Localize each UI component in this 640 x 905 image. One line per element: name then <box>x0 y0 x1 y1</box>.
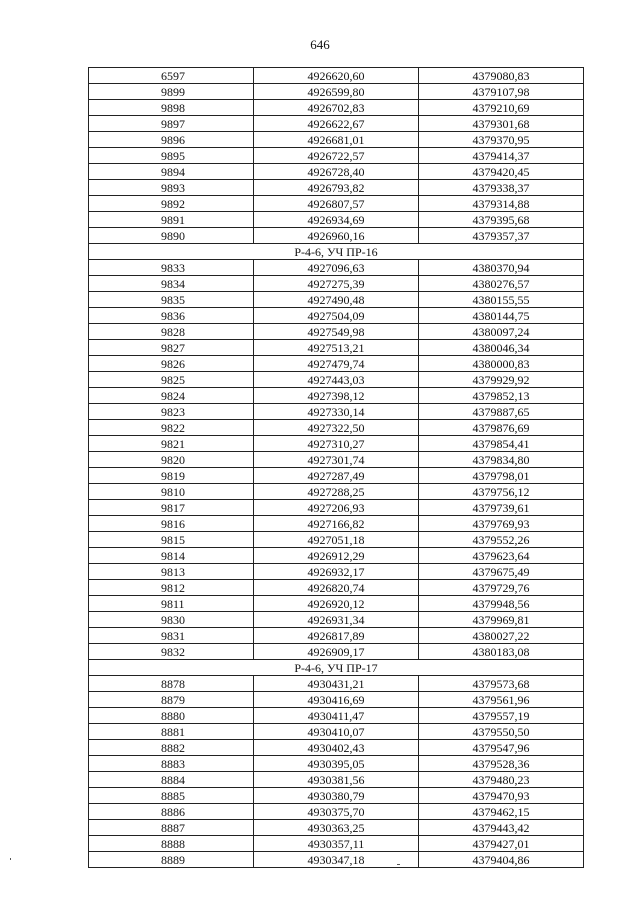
point-number-cell: 9811 <box>89 596 254 612</box>
point-number-cell: 9890 <box>89 228 254 244</box>
section-title: Р-4-6, УЧ ПР-17 <box>89 660 584 676</box>
point-number-cell: 9812 <box>89 580 254 596</box>
x-coordinate-cell: 4926620,60 <box>254 68 419 84</box>
point-number-cell: 8878 <box>89 676 254 692</box>
point-number-cell: 9817 <box>89 500 254 516</box>
point-number-cell: 8879 <box>89 692 254 708</box>
table-row <box>89 804 584 820</box>
point-number-cell: 9813 <box>89 564 254 580</box>
point-number-cell: 9891 <box>89 212 254 228</box>
y-coordinate-cell: 4379427,01 <box>419 836 584 852</box>
point-number-cell: 9819 <box>89 468 254 484</box>
x-coordinate-cell: 4927051,18 <box>254 532 419 548</box>
y-coordinate-cell: 4380276,57 <box>419 276 584 292</box>
table-row <box>89 500 584 516</box>
table-row <box>89 260 584 276</box>
table-row <box>89 340 584 356</box>
point-number-cell: 9897 <box>89 116 254 132</box>
x-coordinate-cell: 4927301,74 <box>254 452 419 468</box>
y-coordinate-cell: 4380183,08 <box>419 644 584 660</box>
x-coordinate-cell: 4926820,74 <box>254 580 419 596</box>
y-coordinate-cell: 4380046,34 <box>419 340 584 356</box>
y-coordinate-cell: 4379420,45 <box>419 164 584 180</box>
x-coordinate-cell: 4930357,11 <box>254 836 419 852</box>
y-coordinate-cell: 4379301,68 <box>419 116 584 132</box>
table-row <box>89 100 584 116</box>
point-number-cell: 8889 <box>89 852 254 868</box>
point-number-cell: 8880 <box>89 708 254 724</box>
y-coordinate-cell: 4379876,69 <box>419 420 584 436</box>
point-number-cell: 9895 <box>89 148 254 164</box>
table-row <box>89 388 584 404</box>
point-number-cell: 8882 <box>89 740 254 756</box>
y-coordinate-cell: 4380027,22 <box>419 628 584 644</box>
y-coordinate-cell: 4379798,01 <box>419 468 584 484</box>
y-coordinate-cell: 4380370,94 <box>419 260 584 276</box>
y-coordinate-cell: 4379480,23 <box>419 772 584 788</box>
point-number-cell: 9827 <box>89 340 254 356</box>
point-number-cell: 9815 <box>89 532 254 548</box>
point-number-cell: 9825 <box>89 372 254 388</box>
x-coordinate-cell: 4927513,21 <box>254 340 419 356</box>
page-number: 646 <box>310 37 330 52</box>
table-row <box>89 788 584 804</box>
coordinates-table <box>88 67 584 868</box>
y-coordinate-cell: 4379969,81 <box>419 612 584 628</box>
table-row <box>89 676 584 692</box>
point-number-cell: 9835 <box>89 292 254 308</box>
table-row <box>89 740 584 756</box>
y-coordinate-cell: 4379729,76 <box>419 580 584 596</box>
table-row <box>89 484 584 500</box>
x-coordinate-cell: 4930431,21 <box>254 676 419 692</box>
table-row <box>89 228 584 244</box>
x-coordinate-cell: 4927096,63 <box>254 260 419 276</box>
x-coordinate-cell: 4930410,07 <box>254 724 419 740</box>
x-coordinate-cell: 4927330,14 <box>254 404 419 420</box>
table-row <box>89 516 584 532</box>
x-coordinate-cell: 4927310,27 <box>254 436 419 452</box>
y-coordinate-cell: 4379080,83 <box>419 68 584 84</box>
y-coordinate-cell: 4379557,19 <box>419 708 584 724</box>
x-coordinate-cell: 4930416,69 <box>254 692 419 708</box>
y-coordinate-cell: 4379414,37 <box>419 148 584 164</box>
section-header-row <box>89 660 584 676</box>
x-coordinate-cell: 4927549,98 <box>254 324 419 340</box>
x-coordinate-cell: 4926931,34 <box>254 612 419 628</box>
table-row <box>89 276 584 292</box>
point-number-cell: 9810 <box>89 484 254 500</box>
point-number-cell: 8883 <box>89 756 254 772</box>
point-number-cell: 8888 <box>89 836 254 852</box>
y-coordinate-cell: 4380097,24 <box>419 324 584 340</box>
table-row <box>89 820 584 836</box>
point-number-cell: 9821 <box>89 436 254 452</box>
y-coordinate-cell: 4379107,98 <box>419 84 584 100</box>
table-row <box>89 452 584 468</box>
x-coordinate-cell: 4926912,29 <box>254 548 419 564</box>
x-coordinate-cell: 4927287,49 <box>254 468 419 484</box>
point-number-cell: 9822 <box>89 420 254 436</box>
x-coordinate-cell: 4927206,93 <box>254 500 419 516</box>
table-row <box>89 852 584 868</box>
point-number-cell: 9833 <box>89 260 254 276</box>
x-coordinate-cell: 4927322,50 <box>254 420 419 436</box>
point-number-cell: 9828 <box>89 324 254 340</box>
x-coordinate-cell: 4930402,43 <box>254 740 419 756</box>
x-coordinate-cell: 4927504,09 <box>254 308 419 324</box>
y-coordinate-cell: 4379573,68 <box>419 676 584 692</box>
table-row <box>89 356 584 372</box>
point-number-cell: 8885 <box>89 788 254 804</box>
x-coordinate-cell: 4926702,83 <box>254 100 419 116</box>
x-coordinate-cell: 4930363,25 <box>254 820 419 836</box>
point-number-cell: 9836 <box>89 308 254 324</box>
table-row <box>89 548 584 564</box>
table-row <box>89 324 584 340</box>
x-coordinate-cell: 4926932,17 <box>254 564 419 580</box>
x-coordinate-cell: 4927288,25 <box>254 484 419 500</box>
x-coordinate-cell: 4926793,82 <box>254 180 419 196</box>
table-row <box>89 596 584 612</box>
point-number-cell: 8881 <box>89 724 254 740</box>
point-number-cell: 9898 <box>89 100 254 116</box>
table-row <box>89 148 584 164</box>
y-coordinate-cell: 4379852,13 <box>419 388 584 404</box>
table-row <box>89 372 584 388</box>
table-row <box>89 836 584 852</box>
x-coordinate-cell: 4927398,12 <box>254 388 419 404</box>
table-row <box>89 132 584 148</box>
x-coordinate-cell: 4926622,67 <box>254 116 419 132</box>
x-coordinate-cell: 4926722,57 <box>254 148 419 164</box>
y-coordinate-cell: 4379756,12 <box>419 484 584 500</box>
table-row <box>89 580 584 596</box>
table-row <box>89 692 584 708</box>
point-number-cell: 9894 <box>89 164 254 180</box>
point-number-cell: 6597 <box>89 68 254 84</box>
scan-speck <box>10 858 11 860</box>
x-coordinate-cell: 4926934,69 <box>254 212 419 228</box>
y-coordinate-cell: 4379550,50 <box>419 724 584 740</box>
y-coordinate-cell: 4379547,96 <box>419 740 584 756</box>
section-header-row <box>89 244 584 260</box>
table-row <box>89 420 584 436</box>
y-coordinate-cell: 4379561,96 <box>419 692 584 708</box>
x-coordinate-cell: 4926909,17 <box>254 644 419 660</box>
y-coordinate-cell: 4379314,88 <box>419 196 584 212</box>
coordinates-table-body <box>89 68 584 868</box>
x-coordinate-cell: 4926681,01 <box>254 132 419 148</box>
table-row <box>89 612 584 628</box>
x-coordinate-cell: 4927490,48 <box>254 292 419 308</box>
y-coordinate-cell: 4379470,93 <box>419 788 584 804</box>
table-row <box>89 708 584 724</box>
point-number-cell: 9831 <box>89 628 254 644</box>
table-row <box>89 164 584 180</box>
x-coordinate-cell: 4926599,80 <box>254 84 419 100</box>
x-coordinate-cell: 4930395,05 <box>254 756 419 772</box>
point-number-cell: 9830 <box>89 612 254 628</box>
x-coordinate-cell: 4926807,57 <box>254 196 419 212</box>
table-row <box>89 644 584 660</box>
y-coordinate-cell: 4379404,86 <box>419 852 584 868</box>
y-coordinate-cell: 4379552,26 <box>419 532 584 548</box>
point-number-cell: 9899 <box>89 84 254 100</box>
table-row <box>89 564 584 580</box>
point-number-cell: 9832 <box>89 644 254 660</box>
point-number-cell: 8886 <box>89 804 254 820</box>
y-coordinate-cell: 4380144,75 <box>419 308 584 324</box>
table-row <box>89 756 584 772</box>
point-number-cell: 9816 <box>89 516 254 532</box>
y-coordinate-cell: 4379769,93 <box>419 516 584 532</box>
x-coordinate-cell: 4926960,16 <box>254 228 419 244</box>
x-coordinate-cell: 4930347,18 <box>254 852 419 868</box>
y-coordinate-cell: 4379739,61 <box>419 500 584 516</box>
y-coordinate-cell: 4380155,55 <box>419 292 584 308</box>
x-coordinate-cell: 4927275,39 <box>254 276 419 292</box>
table-row <box>89 436 584 452</box>
y-coordinate-cell: 4380000,83 <box>419 356 584 372</box>
table-row <box>89 84 584 100</box>
table-row <box>89 532 584 548</box>
point-number-cell: 8884 <box>89 772 254 788</box>
y-coordinate-cell: 4379528,36 <box>419 756 584 772</box>
y-coordinate-cell: 4379338,37 <box>419 180 584 196</box>
y-coordinate-cell: 4379443,42 <box>419 820 584 836</box>
point-number-cell: 9834 <box>89 276 254 292</box>
y-coordinate-cell: 4379929,92 <box>419 372 584 388</box>
x-coordinate-cell: 4930375,70 <box>254 804 419 820</box>
x-coordinate-cell: 4926728,40 <box>254 164 419 180</box>
table-row <box>89 212 584 228</box>
point-number-cell: 9814 <box>89 548 254 564</box>
point-number-cell: 9896 <box>89 132 254 148</box>
y-coordinate-cell: 4379675,49 <box>419 564 584 580</box>
table-row <box>89 180 584 196</box>
point-number-cell: 8887 <box>89 820 254 836</box>
y-coordinate-cell: 4379623,64 <box>419 548 584 564</box>
table-row <box>89 772 584 788</box>
table-row <box>89 404 584 420</box>
scan-speck <box>397 864 400 865</box>
x-coordinate-cell: 4926817,89 <box>254 628 419 644</box>
point-number-cell: 9892 <box>89 196 254 212</box>
point-number-cell: 9826 <box>89 356 254 372</box>
point-number-cell: 9893 <box>89 180 254 196</box>
section-title: Р-4-6, УЧ ПР-16 <box>89 244 584 260</box>
table-row <box>89 724 584 740</box>
y-coordinate-cell: 4379887,65 <box>419 404 584 420</box>
x-coordinate-cell: 4927166,82 <box>254 516 419 532</box>
table-row <box>89 292 584 308</box>
y-coordinate-cell: 4379854,41 <box>419 436 584 452</box>
table-row <box>89 116 584 132</box>
table-row <box>89 196 584 212</box>
table-row <box>89 308 584 324</box>
y-coordinate-cell: 4379370,95 <box>419 132 584 148</box>
table-row <box>89 468 584 484</box>
y-coordinate-cell: 4379357,37 <box>419 228 584 244</box>
point-number-cell: 9820 <box>89 452 254 468</box>
y-coordinate-cell: 4379395,68 <box>419 212 584 228</box>
y-coordinate-cell: 4379834,80 <box>419 452 584 468</box>
y-coordinate-cell: 4379462,15 <box>419 804 584 820</box>
table-row <box>89 68 584 84</box>
table-row <box>89 628 584 644</box>
x-coordinate-cell: 4927443,03 <box>254 372 419 388</box>
x-coordinate-cell: 4926920,12 <box>254 596 419 612</box>
point-number-cell: 9823 <box>89 404 254 420</box>
y-coordinate-cell: 4379948,56 <box>419 596 584 612</box>
x-coordinate-cell: 4930381,56 <box>254 772 419 788</box>
x-coordinate-cell: 4930411,47 <box>254 708 419 724</box>
x-coordinate-cell: 4927479,74 <box>254 356 419 372</box>
point-number-cell: 9824 <box>89 388 254 404</box>
y-coordinate-cell: 4379210,69 <box>419 100 584 116</box>
x-coordinate-cell: 4930380,79 <box>254 788 419 804</box>
